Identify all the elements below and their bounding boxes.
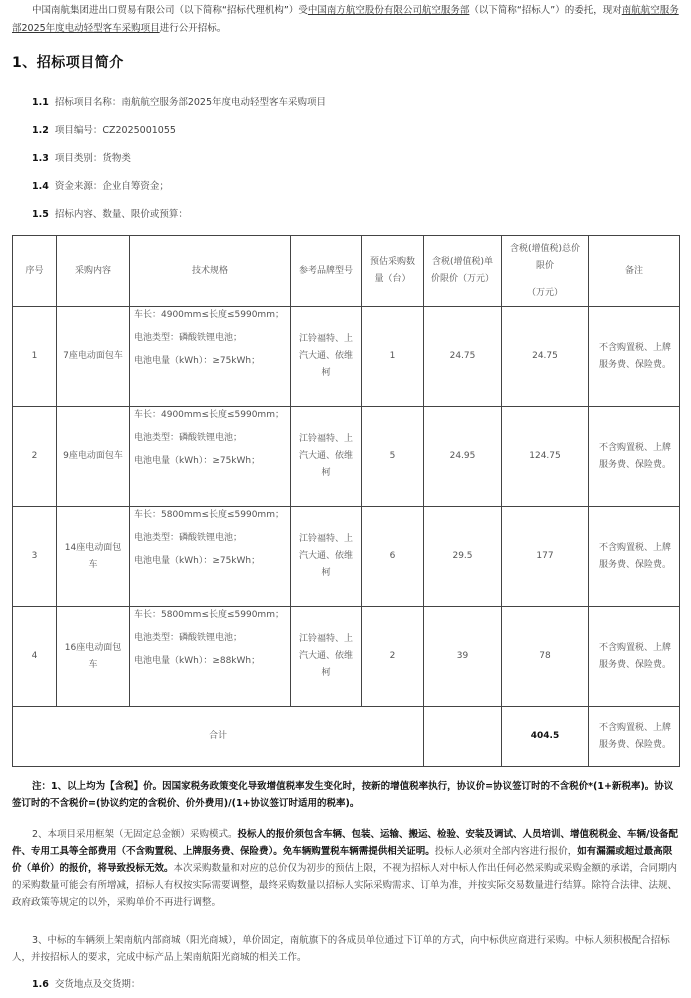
cell-remark: 不含购置税、上牌服务费、保险费。 [589,407,680,507]
cell-total-price: 177 [502,507,589,607]
table-row [13,407,680,507]
item-1-5: 1.5 招标内容、数量、限价或预算： [32,209,188,220]
cell-brand: 江铃福特、上汽大通、依维柯 [291,307,362,407]
total-value: 404.5 [502,707,589,767]
cell-remark: 不含购置税、上牌服务费、保险费。 [589,607,680,707]
header-total-price: 含税(增值税)总价限价 （万元） [502,236,589,307]
cell-unit-price: 39 [424,607,502,707]
cell-spec: 车长：4900mm≤长度≤5990mm； 电池类型：磷酸铁锂电池； 电池电量（kWh）：≥75kWh； [130,307,291,407]
cell-content: 16座电动面包车 [57,607,130,707]
cell-qty: 6 [362,507,424,607]
note-1: 注：1、以上均为【含税】价。因国家税务政策变化导致增值税率发生变化时，按新的增值税率执行，协议价=协议签订时的不含税价*(1+新税率)。协议签订时的不含税价=(协议约定的含税价、价外费用)/(1+协议签订时适用的税率)。 [12,781,674,809]
procurement-table [12,235,680,767]
item-1-2: 1.2 项目编号：CZ2025001055 [32,125,176,136]
note-2: 2、本项目采用框架（无固定总金额）采购模式。投标人的报价须包含车辆、包装、运输、搬运、检验、安装及调试、人员培训、增值税税金、车辆/设备配件、专用工具等全部费用（不含购置税、上牌服务费、保险费）。免车辆购置税车辆需提供相关证明。投标人必须对全部内容进行报价，如有漏漏或超过最高限价（单价）的报价，将导致投标无效。本次采购数量和对应的总价仅为初步的预估上限，不视为招标人对中标人作出任何必然采购或采购金额的承诺，合同期内的采购数量可能会有所增减，招标人有权按实际需要调整，最终采购数量以招标人实际采购需求、订单为准，并按实际交易数量进行结算。除符合法律、法规、政府政策等规定的以外，采购单价不再进行调整。 [12,829,679,908]
cell-remark: 不含购置税、上牌服务费、保险费。 [589,507,680,607]
cell-seq: 4 [13,607,57,707]
table-header-row [13,236,680,307]
tenderer-name: 中国南方航空股份有限公司航空服务部 [307,5,470,16]
cell-seq: 1 [13,307,57,407]
cell-seq: 3 [13,507,57,607]
header-seq: 序号 [13,236,57,307]
cell-brand: 江铃福特、上汽大通、依维柯 [291,507,362,607]
header-remark: 备注 [589,236,680,307]
table-total-row [13,707,680,767]
intro-paragraph [12,2,681,38]
intro-text: （以下简称“招标人”）的委托，现对 [469,5,622,16]
header-qty: 预估采购数量（台） [362,236,424,307]
cell-total-price: 124.75 [502,407,589,507]
cell-qty: 2 [362,607,424,707]
cell-brand: 江铃福特、上汽大通、依维柯 [291,607,362,707]
cell-content: 9座电动面包车 [57,407,130,507]
note-3: 3、中标的车辆须上架南航内部商城（阳光商城），单价固定，南航旗下的各成员单位通过下订单的方式，向中标供应商进行采购。中标人须积极配合招标人，并按招标人的要求，完成中标产品上架南航阳光商城的相关工作。 [12,935,670,963]
project-name: 南航航空服务部2025年度电动轻型客车采购项目 [12,5,679,34]
header-content: 采购内容 [57,236,130,307]
cell-qty: 1 [362,307,424,407]
cell-unit-price: 24.75 [424,307,502,407]
section-title: 1、招标项目简介 [12,55,124,71]
cell-spec: 车长：5800mm≤长度≤5990mm； 电池类型：磷酸铁锂电池； 电池电量（kWh）：≥75kWh； [130,507,291,607]
header-spec: 技术规格 [130,236,291,307]
cell-remark: 不含购置税、上牌服务费、保险费。 [589,307,680,407]
cell-spec: 车长：4900mm≤长度≤5990mm； 电池类型：磷酸铁锂电池； 电池电量（kWh）：≥75kWh； [130,407,291,507]
cell-total-price: 78 [502,607,589,707]
header-brand: 参考品牌型号 [291,236,362,307]
item-1-4: 1.4 资金来源：企业自筹资金； [32,181,169,192]
cell-qty: 5 [362,407,424,507]
table-row [13,307,680,407]
total-empty-cell [424,707,502,767]
cell-content: 14座电动面包车 [57,507,130,607]
cell-content: 7座电动面包车 [57,307,130,407]
cell-brand: 江铃福特、上汽大通、依维柯 [291,407,362,507]
table-row [13,507,680,607]
item-1-3: 1.3 项目类别：货物类 [32,153,131,164]
intro-text: 中国南航集团进出口贸易有限公司（以下简称“招标代理机构”）受 [32,5,308,16]
total-remark: 不含购置税、上牌服务费、保险费。 [589,707,680,767]
cell-unit-price: 24.95 [424,407,502,507]
cell-unit-price: 29.5 [424,507,502,607]
cell-spec: 车长：5800mm≤长度≤5990mm； 电池类型：磷酸铁锂电池； 电池电量（kWh）：≥88kWh； [130,607,291,707]
total-label: 合计 [13,707,424,767]
item-1-6: 1.6 交货地点及交货期： [32,979,141,990]
table-row [13,607,680,707]
intro-text: 进行公开招标。 [159,23,227,34]
cell-total-price: 24.75 [502,307,589,407]
header-unit-price: 含税(增值税)单价限价（万元） [424,236,502,307]
cell-seq: 2 [13,407,57,507]
item-1-1: 1.1 招标项目名称：南航航空服务部2025年度电动轻型客车采购项目 [32,97,327,108]
